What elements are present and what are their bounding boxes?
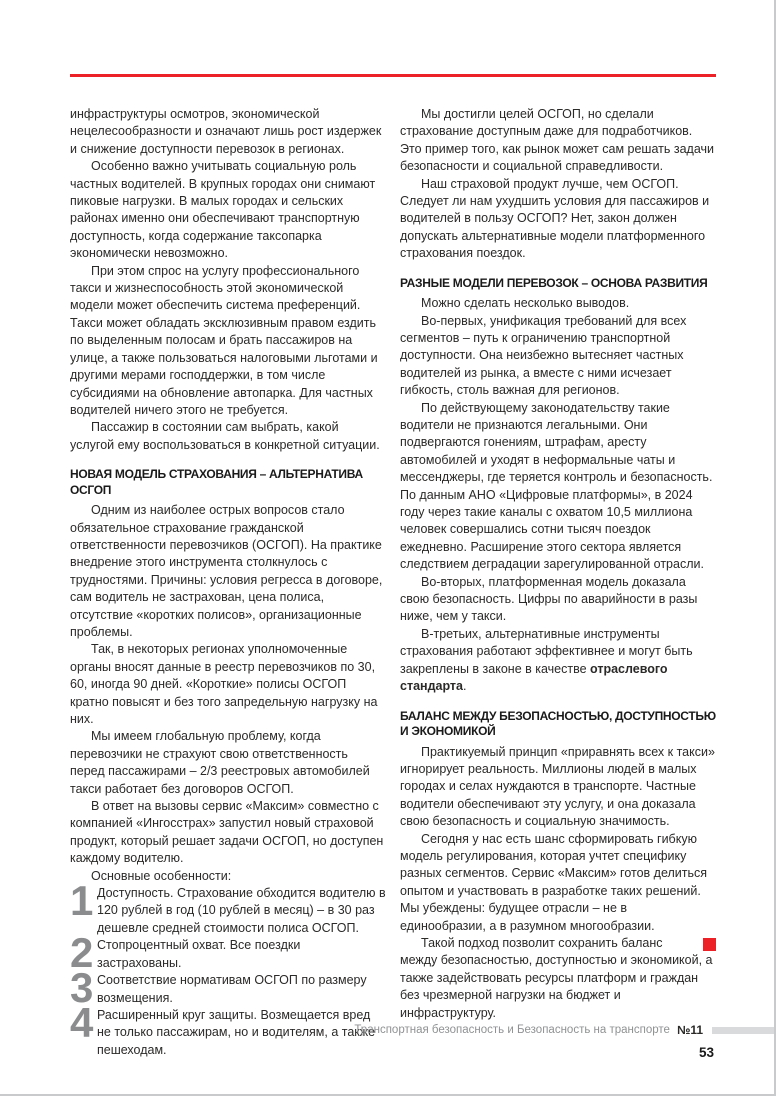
body-paragraph: инфраструктуры осмотров, экономической нецелесообразности и означают лишь рост издержек и снижение доступности перевозок в регионах.	[70, 107, 382, 156]
body-paragraph: Пассажир в состоянии сам выбрать, какой услугой ему воспользоваться в конкретной ситуации.	[70, 420, 380, 452]
page-footer	[0, 1023, 776, 1037]
list-item-text: Стопроцентный охват. Все поездки застрахованы.	[97, 938, 301, 970]
body-paragraph: При этом спрос на услугу профессионального такси и жизнеспособность этой экономической модели может обеспечить система преференций. Такси может обладать эксклюзивным правом ездить по выделенным полосам и брать пассажиров на улице, а также пользоваться налоговыми льготами и другими мерами господдержки, в том числе субсидиями на обновление автопарка. Для частных водителей ничего этого не требуется.	[70, 263, 378, 417]
section-heading-new-insurance-model: НОВАЯ МОДЕЛЬ СТРАХОВАНИЯ – АЛЬТЕРНАТИВА ОСГОП	[70, 467, 363, 497]
numbered-list-item	[70, 964, 386, 1012]
body-paragraph: Особенно важно учитывать социальную роль частных водителей. В крупных городах они снимают пиковые нагрузки. В малых городах и сельских районах именно они обеспечивают транспортную доступность, когда содержание таксопарка экономически невозможно.	[70, 159, 376, 261]
paragraph-text: .	[463, 679, 467, 694]
body-paragraph-last	[400, 935, 716, 1022]
section-heading-balance: БАЛАНС МЕЖДУ БЕЗОПАСНОСТЬЮ, ДОСТУПНОСТЬЮ И ЭКОНОМИКОЙ	[400, 708, 716, 738]
left-column	[70, 106, 386, 1059]
paragraph-text: В-третьих, альтернативные инструменты страхования работают эффективнее и могут быть закреплены в законе в качестве	[400, 626, 693, 676]
body-paragraph: Практикуемый принцип «приравнять всех к такси» игнорирует реальность. Миллионы людей в малых городах и селах нуждаются в транспорте. Частные водители обеспечивают эту услугу, и она доказала свою безопасность и социальную значимость.	[400, 744, 715, 829]
list-number: 2	[70, 929, 93, 977]
article-body	[70, 106, 716, 1059]
body-paragraph: Так, в некоторых регионах уполномоченные органы вносят данные в реестр перевозчиков по 30, 60, иногда 90 дней. «Короткие» полисы ОСГОП кратно повысят и без того запредельную нагрузку на них.	[70, 642, 378, 726]
list-item-text: Расширенный круг защиты. Возмещается вред не только пассажирам, но и водителям, а также пешеходам.	[97, 1007, 376, 1057]
body-paragraph: Сегодня у нас есть шанс сформировать гибкую модель регулирования, которая учтет специфику разных сегментов. Сервис «Максим» готов делиться опытом и участвовать в разработке таких решений. Мы убеждены: будущее отрасли – не в единообразии, а в разумном многообразии.	[400, 831, 708, 933]
list-item-text: Доступность. Страхование обходится водителю в 120 рублей в год (10 рублей в месяц) – в 30 раз дешевле средней стоимости полиса ОСГОП.	[97, 886, 386, 935]
page-number: 53	[698, 1045, 714, 1060]
footer-decor-bar	[712, 1027, 776, 1034]
section-heading-transport-models: РАЗНЫЕ МОДЕЛИ ПЕРЕВОЗОК – ОСНОВА РАЗВИТИЯ	[400, 275, 708, 290]
body-paragraph: По действующему законодательству такие водители не признаются легальными. Они подвергаются гонениям, штрафам, аресту автомобилей и уходят в неформальные чаты и мессенджеры, где теряется контроль и безопасность. По данным АНО «Цифровые платформы», в 2024 году через такие каналы с охватом 10,5 миллиона человек совершались сотни тысяч поездок ежедневно. Расширение этого сектора является следствием деградации зарегулированной отрасли.	[400, 400, 713, 572]
body-paragraph: Наш страховой продукт лучше, чем ОСГОП. Следует ли нам ухудшить условия для пассажиров и водителей в пользу ОСГОП? Нет, закон должен допускать альтернативные модели платформенного страхования поездок.	[400, 176, 710, 261]
bold-industry-standard-text: отраслевого стандарта	[400, 661, 668, 694]
paragraph-text: Такой подход позволит сохранить баланс между безопасностью, доступностью и экономикой, а также задействовать ресурсы платформ и граждан без чрезмерной нагрузки на бюджет и инфраструктуру.	[400, 935, 713, 1020]
body-paragraph-with-bold	[400, 626, 716, 696]
body-paragraph: Основные особенности:	[91, 868, 232, 883]
numbered-list-item	[70, 929, 386, 977]
body-paragraph: Мы имеем глобальную проблему, когда перевозчики не страхуют свою ответственность перед пассажирами – 2/3 реестровых автомобилей такси работает без договоров ОСГОП.	[70, 729, 370, 796]
issue-number: №11	[676, 1023, 703, 1037]
list-number: 1	[70, 877, 93, 925]
body-paragraph: Одним из наиболее острых вопросов стало обязательное страхование гражданской ответственности перевозчиков (ОСГОП). На практике внедрение этого инструмента столкнулось с трудностями. Причины: условия регресса в договоре, сам водитель не застрахован, цена полиса, отсутствие «коротких полисов», организационные проблемы.	[70, 503, 383, 639]
body-paragraph: Во-вторых, платформенная модель доказала свою безопасность. Цифры по аварийности в разы ниже, чем у такси.	[400, 574, 698, 624]
journal-title: Транспортная безопасность и Безопасность на транспорте	[354, 1024, 670, 1036]
top-red-rule	[70, 74, 716, 77]
body-paragraph: Во-первых, унификация требований для всех сегментов – путь к ограничению транспортной доступности. Она неизбежно вытесняет частных водителей из рынка, а вместе с ними исчезает гибкость, столь важная для регионов.	[400, 313, 687, 398]
body-paragraph: Можно сделать несколько выводов.	[421, 296, 630, 311]
body-paragraph: Мы достигли целей ОСГОП, но сделали страхование доступным даже для подработчиков. Это пример того, как рынок может сам решать задачи безопасности и социальной справедливости.	[400, 107, 714, 174]
list-number: 3	[70, 964, 93, 1012]
list-number: 4	[70, 998, 93, 1046]
list-item-text: Соответствие нормативам ОСГОП по размеру возмещения.	[97, 973, 367, 1005]
numbered-list-item	[70, 877, 386, 937]
end-of-article-marker	[703, 938, 716, 951]
body-paragraph: В ответ на вызовы сервис «Максим» совместно с компанией «Ингосстрах» запустил новый страховой продукт, который решает задачи ОСГОП, но доступен каждому водителю.	[70, 799, 384, 866]
right-column	[400, 106, 716, 1059]
